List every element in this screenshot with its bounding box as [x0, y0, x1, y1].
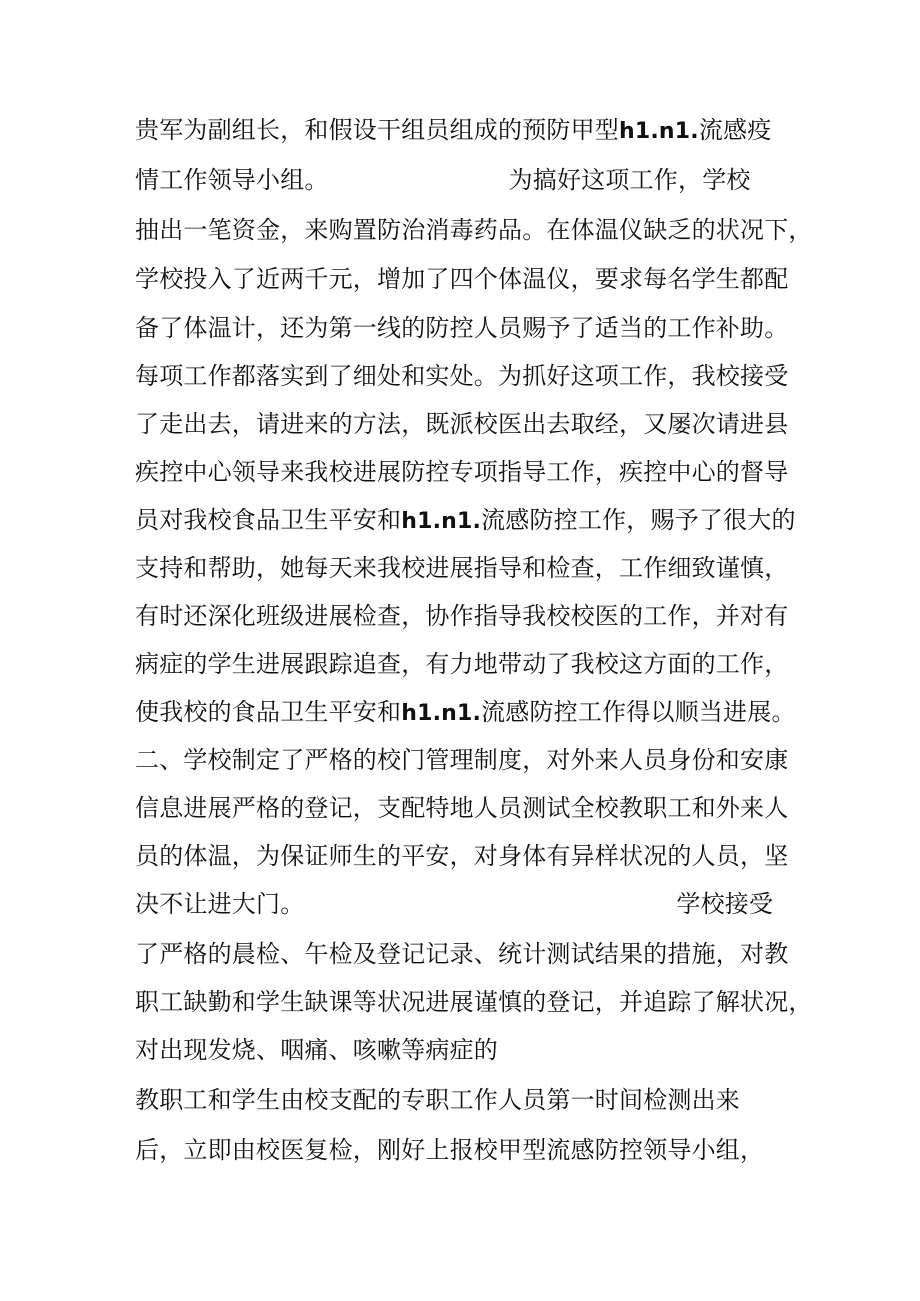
text-line — [135, 1028, 795, 1072]
text-line — [135, 546, 795, 590]
bold-term: h1.n1. — [619, 119, 699, 144]
text-segment: 支持和帮助，她每天来我校进展指导和检查，工作细致谨慎， — [135, 554, 789, 582]
text-segment: 有时还深化班级进展检查，协作指导我校校医的工作，并对有 — [135, 602, 789, 630]
text-line — [135, 980, 813, 1024]
text-segment: 备了体温计，还为第一线的防控人员赐予了适当的工作补助。 — [135, 314, 789, 342]
text-segment: 情工作领导小组。 — [135, 166, 329, 194]
text-segment: 员的体温，为保证师生的平安，对身体有异样状况的人员，坚 — [135, 842, 789, 870]
text-line — [135, 354, 795, 398]
text-line — [135, 498, 795, 542]
text-line — [135, 1078, 795, 1122]
bold-term: h1.n1. — [401, 701, 482, 726]
text-line — [135, 786, 795, 830]
text-segment: 贵军为副组长，和假设干组员组成的预防甲型 — [135, 116, 619, 144]
text-segment: 对出现发烧、咽痛、咳嗽等病症的 — [135, 1036, 498, 1064]
text-line — [135, 642, 795, 686]
text-line — [135, 257, 795, 301]
text-segment: 后，立即由校医复检，刚好上报校甲型流感防控领导小组， — [135, 1136, 765, 1164]
text-line — [135, 402, 795, 446]
text-segment: 学校投入了近两千元，增加了四个体温仪，要求每名学生都配 — [135, 265, 789, 293]
text-line — [135, 450, 795, 494]
text-segment: 信息进展严格的登记，支配特地人员测试全校教职工和外来人 — [135, 794, 789, 822]
text-segment: 疾控中心领导来我校进展防控专项指导工作，疾控中心的督导 — [135, 458, 789, 486]
text-line — [135, 834, 795, 878]
text-line — [135, 208, 813, 252]
text-segment: 流感防控工作，赐予了很大的 — [481, 506, 796, 534]
text-segment: 员对我校食品卫生平安和 — [135, 506, 402, 534]
text-line — [135, 1128, 795, 1172]
text-segment: 学校接受 — [676, 890, 774, 918]
text-line — [135, 594, 795, 638]
text-segment: 二、学校制定了严格的校门管理制度，对外来人员身份和安康 — [135, 746, 789, 774]
text-segment: 为搞好这项工作，学校 — [508, 166, 751, 194]
text-segment: 使我校的食品卫生平安和 — [135, 698, 402, 726]
text-line — [135, 306, 795, 350]
text-segment: 教职工和学生由校支配的专职工作人员第一时间检测出来 — [135, 1086, 740, 1114]
text-segment: 抽出一笔资金，来购置防治消毒药品。在体温仪缺乏的状况下， — [135, 216, 813, 244]
text-segment: 了严格的晨检、午检及登记记录、统计测试结果的措施，对教 — [135, 940, 789, 968]
text-segment: 病症的学生进展跟踪追查，有力地带动了我校这方面的工作， — [135, 650, 789, 678]
text-line — [135, 158, 795, 202]
text-line — [135, 738, 795, 782]
text-segment: 每项工作都落实到了细处和实处。为抓好这项工作，我校接受 — [135, 362, 789, 390]
text-line — [135, 108, 795, 152]
text-line — [135, 932, 795, 976]
text-segment: 了走出去，请进来的方法，既派校医出去取经，又屡次请进县 — [135, 410, 789, 438]
text-line — [135, 690, 795, 734]
text-segment: 流感防控工作得以顺当进展。 — [481, 698, 796, 726]
text-segment: 流感疫 — [698, 116, 772, 144]
text-line — [135, 882, 795, 926]
bold-term: h1.n1. — [401, 509, 482, 534]
text-segment: 决不让进大门。 — [135, 890, 305, 918]
text-segment: 职工缺勤和学生缺课等状况进展谨慎的登记，并追踪了解状况， — [135, 988, 813, 1016]
